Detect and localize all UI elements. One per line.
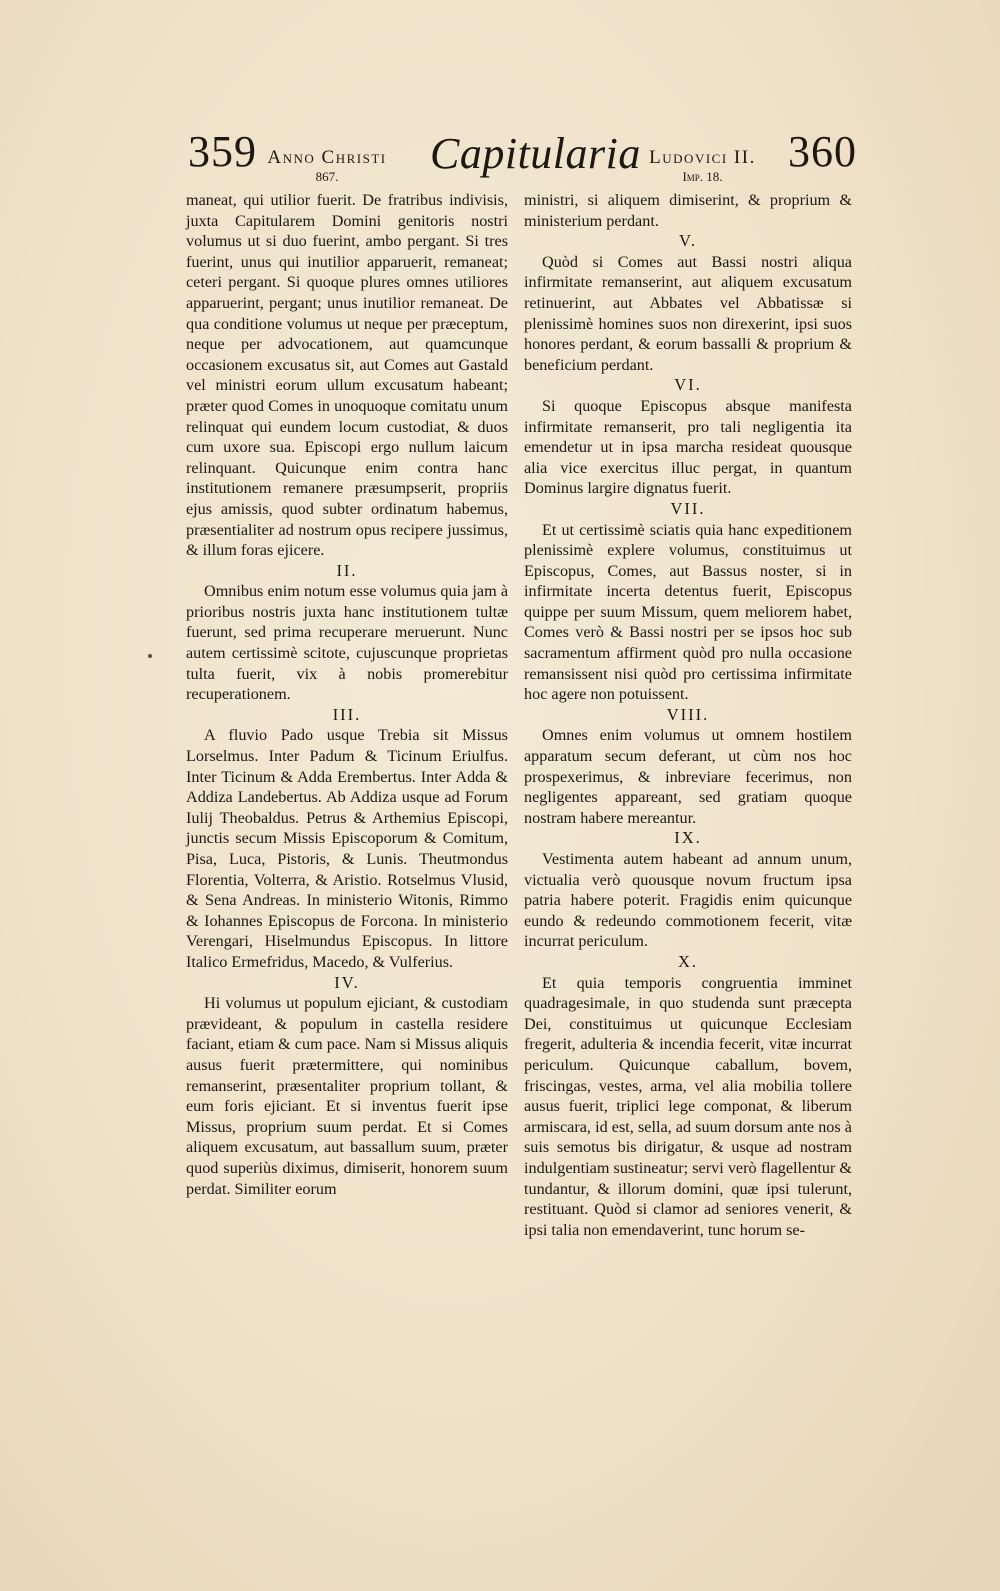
section-heading: VIII. bbox=[666, 704, 710, 724]
text-column-right bbox=[524, 190, 852, 1240]
page-number-right: 360 bbox=[788, 127, 857, 176]
text-column-left bbox=[186, 190, 508, 1199]
running-title: Capitularia bbox=[430, 129, 641, 178]
paragraph: maneat, qui utilior fuerit. De fratribus indivisis, juxta Capitularem Domini genitoris nostri volumus ut si duo fuerint, ambo pergant. Si tres fuerint, unus qui inutilior apparuerit, remaneat; ceteri pergant. Si quoque plures omnes utiliores apparuerint, pergant; unus inutilior remaneat. De qua conditione volumus ut neque per præceptum, neque per advocationem, aut quamcunque occasionem excusatus sit, aut Comes aut Gastald vel ministri eorum ullum excusatum habeant; præter quod Comes in unoquoque comitatu unum relinquat qui eundem locum custodiat, & duos cum uxore sua. Episcopi ergo nullum laicum relinquant. Quicunque enim contra hanc institutionem remanere præsumpserit, propriis ejus amissis, quod subter ordinatum habemus, præsentialiter ad nostrum opus recipere jussimus, & illum foras ejicere. bbox=[186, 191, 508, 560]
section-heading: II. bbox=[336, 560, 358, 580]
page-header bbox=[0, 128, 1000, 198]
running-head-right bbox=[640, 148, 765, 184]
running-head-regnal-year: Imp. 18. bbox=[682, 168, 723, 184]
running-head-anno: Anno Christi bbox=[267, 147, 387, 168]
paragraph: A fluvio Pado usque Trebia sit Missus Lorselmus. Inter Padum & Ticinum Eriulfus. Inter Ticinum & Adda Erembertus. Inter Adda & Addiza Landebertus. Ab Addiza usque ad Forum Iulij Theobaldus. Petrus & Arthemius Episcopi, junctis secum Missis Episcoporum & Comitum, Pisa, Luca, Pistoris, & Lunis. Theutmondus Florentia, Volterra, & Aristio. Rotselmus Vlusid, & Sena Andreas. In ministerio Witonis, Rimmo & Iohannes Episcopus de Forcona. In ministerio Verengari, Hiselmundus Episcopus. In littore Italico Ermefridus, Macedo, & Vulferius. bbox=[186, 726, 508, 971]
paragraph: Hi volumus ut populum ejiciant, & custodiam prævideant, & populum in castella residere faciant, etiam & cum pace. Nam si Missus aliquis ausus fuerit prætermittere, qui nominibus remanserint, præsentaliter proprium tollant, & eum foris ejiciant. Et si inventus fuerit ipse Missus, proprium suum perdat. Et si Comes aliquem excusatum, aut bassallum suum, præter quod superiùs diximus, dimiserit, honorem suum perdat. Similiter eorum bbox=[186, 994, 508, 1198]
paragraph: Quòd si Comes aut Bassi nostri aliqua infirmitate remanserint, aut aliquem excusatum retinuerint, aut Abbates vel Abbatissæ si plenissimè homines suos non direxerint, ipsi suos honores perdant, & eorum bassalli & proprium & beneficium perdant. bbox=[524, 252, 852, 374]
ink-speck bbox=[148, 654, 152, 658]
paragraph: Si quoque Episcopus absque manifesta infirmitate remanserit, pro tali negligentia ita emendetur ut in ipsa marcha resideat quousque alia vice exercitus illuc pergat, in quantum Dominus largire dignatus fuerit. bbox=[524, 396, 852, 498]
paragraph: Vestimenta autem habeant ad annum unum, victualia verò quousque novum fructum ipsa patria habere poterit. Fragidis enim quicunque eundo & redeundo commotionem fecerit, vitæ incurrat periculum. bbox=[524, 850, 852, 951]
page-number-left: 359 bbox=[188, 127, 257, 176]
running-head-year: 867. bbox=[315, 168, 339, 184]
section-heading: IX. bbox=[674, 828, 702, 848]
running-head-ruler: Ludovici II. bbox=[649, 147, 756, 168]
paragraph: Omnibus enim notum esse volumus quia jam à prioribus nostris juxta hanc institutionem tultæ fuerunt, sed prima recuperare meruerunt. Nunc autem certissimè scitote, cujuscunque proprietas tulta fuerit, vix à nobis promerebitur recuperationem. bbox=[186, 582, 508, 704]
section-heading: III. bbox=[332, 704, 362, 724]
paragraph: Et ut certissimè sciatis quia hanc expeditionem plenissimè explere volumus, constituimus ut Episcopus, Comes, aut Bassus noster, si in infirmitate incerta detentus fuerit, Episcopus quippe per suum Missum, quem meliorem habet, Comes verò & Bassi nostri per se ipsos hoc sub sacramentum affirment quòd pro nulla occasione remansissent nisi quòd pro certissima infirmitate hoc agere non potuissent. bbox=[524, 520, 852, 704]
running-head-left bbox=[262, 148, 392, 184]
section-heading: IV. bbox=[334, 972, 360, 992]
paragraph: Omnes enim volumus ut omnem hostilem apparatum secum deferant, ut cùm nos hoc prospexerimus, & inbreviare fecerimus, non negligentes appareant, sed gratiam quoque nostram habere mereantur. bbox=[524, 726, 852, 827]
section-heading: VI. bbox=[674, 375, 702, 395]
paragraph: ministri, si aliquem dimiserint, & proprium & ministerium perdant. bbox=[524, 191, 852, 230]
section-heading: VII. bbox=[670, 498, 706, 518]
paragraph: Et quia temporis congruentia imminet quadragesimale, in quo studenda sunt præcepta Dei, constituimus ut quicunque Ecclesiam fregerit, adulteria & incendia fecerit, vitæ incurrat periculum. Quicunque caballum, bovem, friscingas, vestes, arma, vel alia mobilia tollere ausus fuerit, triplici lege componat, & liberum armiscara, id est, sella, ad suum dorsum ante nos à suis semotus bis dirigatur, & usque ad nostram indulgentiam sustineatur; servi verò flagellentur & tundantur, & illorum domini, quæ ipsi tulerunt, restituant. Quòd si clamor ad seniores venerit, & ipsi talia non emendaverint, tunc horum se- bbox=[524, 973, 852, 1239]
section-heading: V. bbox=[679, 231, 697, 251]
section-heading: X. bbox=[677, 951, 699, 971]
